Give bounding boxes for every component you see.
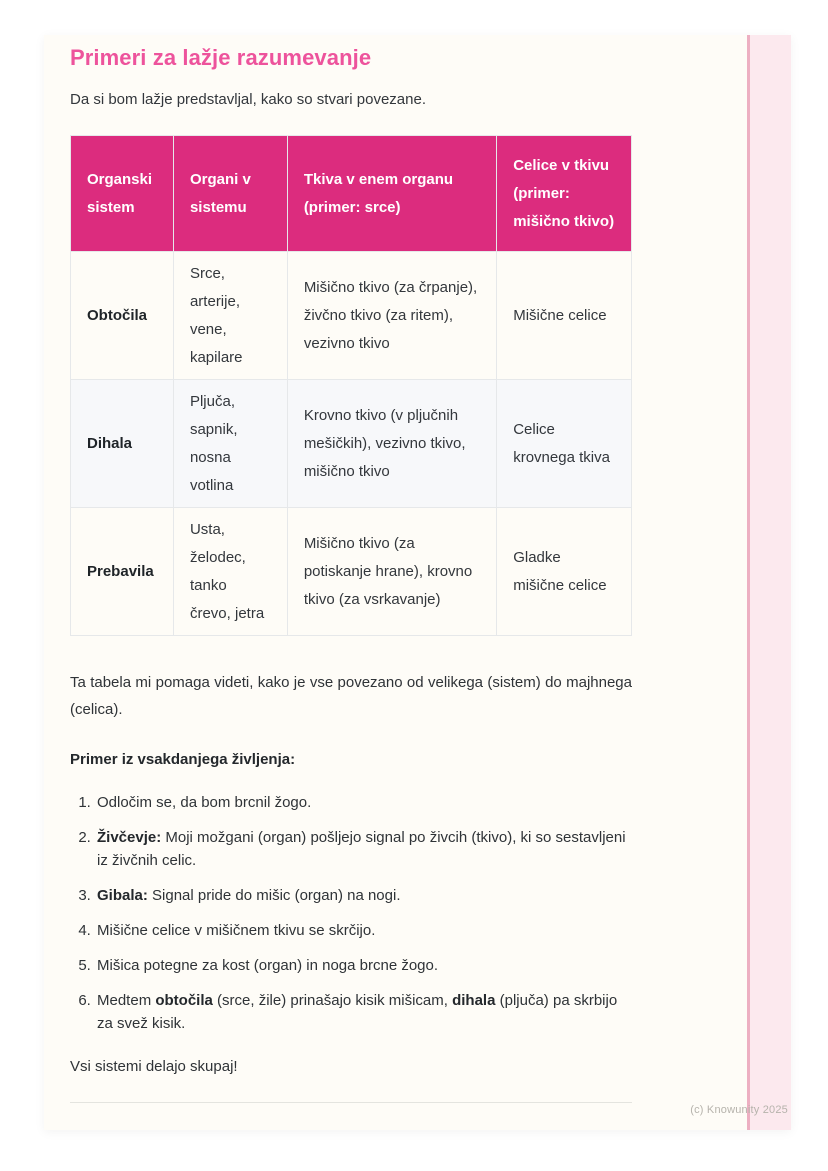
document-page — [44, 35, 791, 1130]
page-content — [70, 45, 632, 1103]
example-heading: Primer iz vsakdanjega življenja: — [70, 751, 296, 769]
table-cell: Prebavila — [71, 508, 174, 636]
table-header-cell: Organi v sistemu — [173, 136, 287, 252]
summary-paragraph: Ta tabela mi pomaga videti, kako je vse povezano od velikega (sistem) do majhnega (celica). — [70, 674, 632, 719]
table-cell: Celice krovnega tkiva — [497, 380, 632, 508]
table-row — [71, 508, 632, 636]
table-cell: Usta, želodec, tanko črevo, jetra — [173, 508, 287, 636]
page-title: Primeri za lažje razumevanje — [70, 45, 372, 70]
footer-divider — [70, 1102, 632, 1103]
table-header-cell: Celice v tkivu (primer: mišično tkivo) — [497, 136, 632, 252]
table-cell: Srce, arterije, vene, kapilare — [173, 252, 287, 380]
example-step: 6. Medtem obtočila (srce, žile) prinašajo kisik mišicam, dihala (pljuča) pa skrbijo za svež kisik. — [95, 989, 632, 1035]
table-cell: Obtočila — [71, 252, 174, 380]
table-header-cell: Organski sistem — [71, 136, 174, 252]
table-cell: Dihala — [71, 380, 174, 508]
table-cell: Mišično tkivo (za potiskanje hrane), krovno tkivo (za vsrkavanje) — [287, 508, 496, 636]
table-cell: Krovno tkivo (v pljučnih mešičkih), vezivno tkivo, mišično tkivo — [287, 380, 496, 508]
table-cell: Pljuča, sapnik, nosna votlina — [173, 380, 287, 508]
closing-text: Vsi sistemi delajo skupaj! — [70, 1058, 238, 1076]
table-cell: Mišično tkivo (za črpanje), živčno tkivo (za ritem), vezivno tkivo — [287, 252, 496, 380]
table-header-row — [71, 136, 632, 252]
examples-table — [70, 135, 632, 636]
table-body — [71, 252, 632, 636]
footer-credit: (c) Knowunity 2025 — [690, 1104, 788, 1116]
intro-text: Da si bom lažje predstavljal, kako so stvari povezane. — [70, 91, 427, 108]
table-row — [71, 252, 632, 380]
table-row — [71, 380, 632, 508]
example-step: 1. Odločim se, da bom brcnil žogo. — [95, 791, 632, 814]
example-step: 3. Gibala: Signal pride do mišic (organ) na nogi. — [95, 884, 632, 907]
example-step: 4. Mišične celice v mišičnem tkivu se skrčijo. — [95, 919, 632, 942]
example-step: 2. Živčevje: Moji možgani (organ) pošljejo signal po živcih (tkivo), ki so sestavljeni iz živčnih celic. — [95, 826, 632, 872]
steps-list — [70, 791, 632, 1035]
table-cell: Gladke mišične celice — [497, 508, 632, 636]
page-edge-stripe — [747, 35, 791, 1130]
table-cell: Mišične celice — [497, 252, 632, 380]
example-step: 5. Mišica potegne za kost (organ) in noga brcne žogo. — [95, 954, 632, 977]
table-header-cell: Tkiva v enem organu (primer: srce) — [287, 136, 496, 252]
